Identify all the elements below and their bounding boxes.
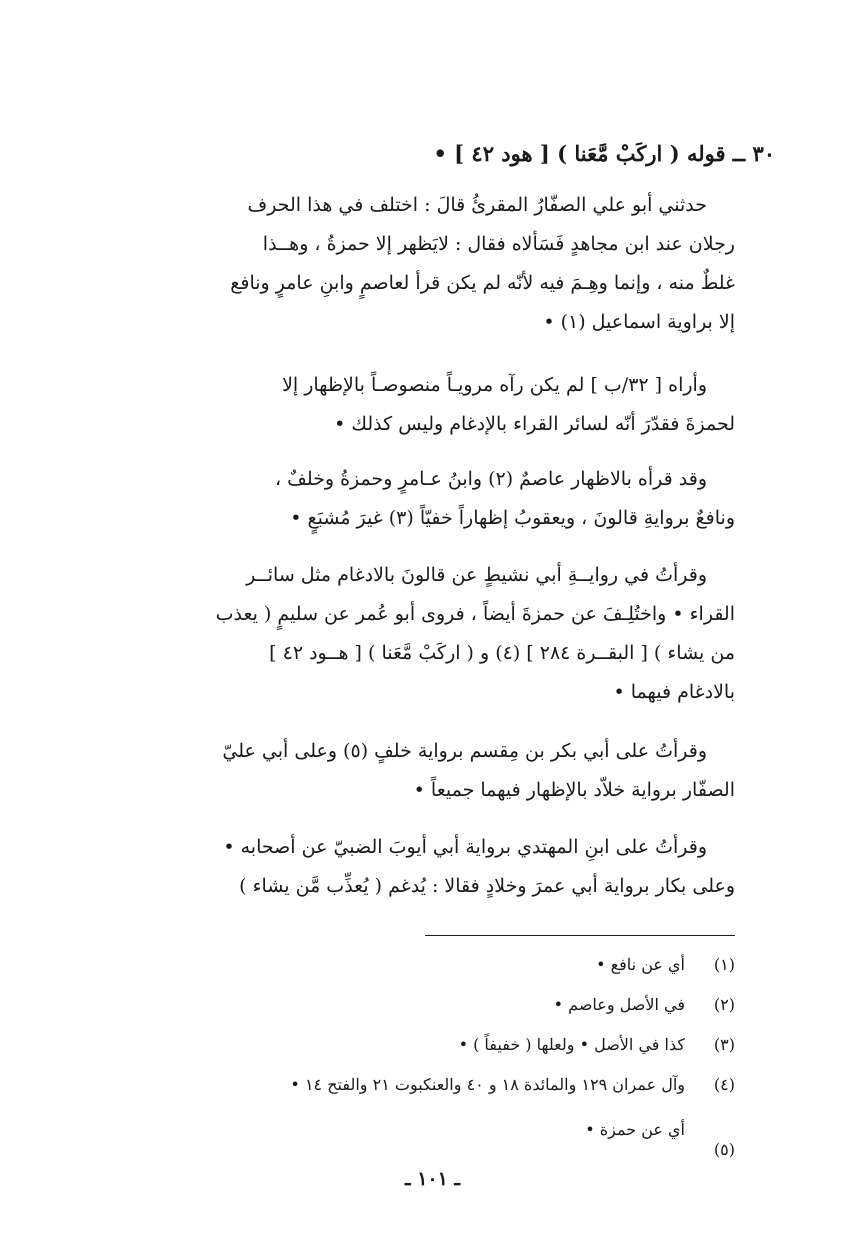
footnote — [125, 1075, 735, 1115]
text-line: غلطٌ منه ، وإنما وهِـمَ فيه لأنّه لم يكن قرأ لعاصمٍ وابنِ عامرٍ ونافع — [230, 272, 735, 294]
paragraph — [130, 366, 735, 444]
footnote-number: (٢) — [713, 995, 735, 1014]
text-line: بالادغام فيهما • — [613, 681, 735, 703]
text-line: وعلى بكار برواية أبي عمرَ وخلادٍ فقالا : يُدغم ( يُعذِّب مَّن يشاء ) — [239, 875, 735, 897]
text-line: وقد قرأه بالاظهار عاصمٌ (٢) وابنُ عـامرٍ وحمزةُ وخلفٌ ، — [274, 468, 707, 490]
footnote-number: (٣) — [713, 1035, 735, 1054]
section-heading: ٣٠ ــ قوله ( اركَبْ مَّعَنا ) [ هود ٤٢ ] • — [433, 141, 775, 166]
text-line: ونافعٌ بروايةِ قالونَ ، ويعقوبُ إظهاراً خفيّاً (٣) غيرَ مُشبَعٍ • — [290, 507, 735, 529]
footnote-text: في الأصل وعاصم • — [553, 995, 685, 1014]
text-line: وقرأتُ في روايــةِ أبي نشيطٍ عن قالونَ بالادغام مثل سائــر — [246, 564, 707, 586]
text-line: الصفّار برواية خلاّد بالإظهار فيهما جميعاً • — [413, 779, 735, 801]
text-line: وقرأتُ على ابنِ المهتدي برواية أبي أيوبَ الضبيّ عن أصحابه • — [223, 836, 707, 858]
footnote-number: (٤) — [713, 1075, 735, 1094]
page-number: ـ ١٠١ ـ — [405, 1168, 460, 1190]
paragraph — [130, 460, 735, 538]
footnote-divider — [425, 935, 735, 936]
text-line: وأراه [ ٣٢/ب ] لم يكن رآه مرويـاً منصوصـاً بالإظهار إلا — [282, 374, 707, 396]
text-line: حدثني أبو علي الصفّارُ المقرئُ قالَ : اختلف في هذا الحرف — [247, 194, 707, 216]
footnote — [125, 995, 735, 1035]
footnote — [125, 955, 735, 995]
footnote-text: أي عن نافع • — [596, 955, 685, 974]
footnotes — [125, 955, 735, 1115]
footnote-text: وآل عمران ١٢٩ والمائدة ١٨ و ٤٠ والعنكبوت ٢١ والفتح ١٤ • — [290, 1075, 685, 1094]
text-line: القراء • واختُلِـفَ عن حمزةَ أيضاً ، فروى أبو عُمر عن سليمٍ ( يعذب — [215, 603, 735, 625]
footnote-number: (٥) — [713, 1140, 735, 1159]
paragraph — [130, 732, 735, 810]
footnote — [125, 1120, 735, 1170]
text-line: رجلان عند ابن مجاهدٍ فَسَألاه فقال : لايَظهر إلا حمزةُ ، وهــذا — [262, 233, 735, 255]
text-line: من يشاء ) [ البقــرة ٢٨٤ ] (٤) و ( اركَبْ مَّعَنا ) [ هــود ٤٢ ] — [269, 642, 735, 664]
footnote-text: أي عن حمزة • — [585, 1120, 685, 1139]
paragraph — [130, 556, 735, 712]
paragraph — [130, 828, 735, 906]
footnote-text: كذا في الأصل • ولعلها ( خفيفاً ) • — [458, 1035, 685, 1054]
text-line: إلا براوية اسماعيل (١) • — [543, 311, 735, 333]
paragraph — [130, 186, 735, 342]
text-line: وقرأتُ على أبي بكر بن مِقسم برواية خلفٍ (٥) وعلى أبي عليّ — [222, 740, 707, 762]
footnote — [125, 1035, 735, 1075]
text-line: لحمزةَ فقدّرَ أنّه لسائر القراء بالإدغام وليس كذلك • — [334, 413, 735, 435]
footnote-number: (١) — [713, 955, 735, 974]
